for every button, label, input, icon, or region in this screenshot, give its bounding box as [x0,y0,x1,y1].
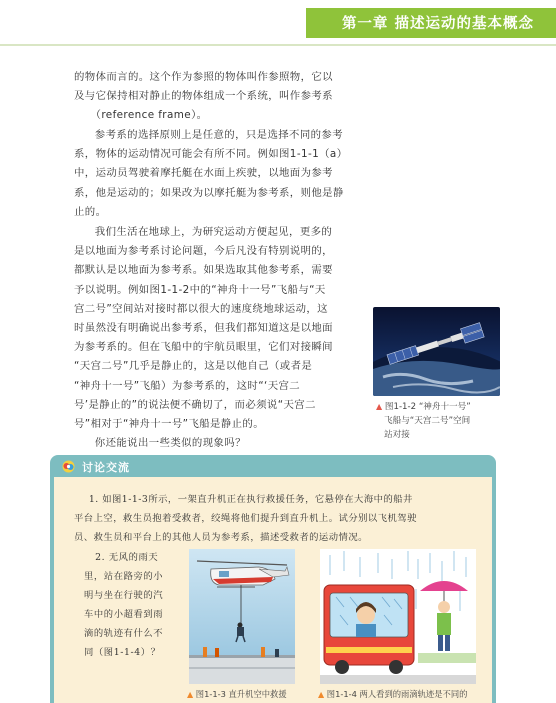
text-line: 我们生活在地球上，为研究运动方便起见，更多的 [94,226,333,238]
text-line: 时虽然没有明确说出参考系，但我们都知道这是以地面 [74,322,333,335]
text-line: 都默认是以地面为参考系。如果选取其他参考系，需要 [74,264,333,277]
header-divider [0,44,556,46]
text-line: 滴的轨迹有什么不 [84,628,164,639]
discussion-question-1 [74,490,474,547]
text-line: 系，他是运动的；如果改为以摩托艇为参考系，则他是静 [74,186,344,199]
body-paragraph-1 [74,68,372,126]
caption-text: 飞船与“天宫二号”空间 [384,416,471,426]
caption-triangle-icon: ▲ [318,690,325,699]
text-line: 里，站在路旁的小 [84,571,164,582]
discussion-icon [62,460,75,473]
caption-text: 图1-1-4 两人看到的雨滴轨迹是不同的 [326,689,468,699]
text-line: 止的。 [74,205,107,218]
page-header [0,0,556,46]
text-line: 是以地面为参考系讨论问题，今后凡没有特别说明的， [74,245,333,258]
text-line: 员、救生员和平台上的其他人员为参考系，描述受救者的运动情况。 [74,532,368,543]
text-line: 你还能说出一些类似的现象吗？ [94,437,246,450]
caption-text: 图1-1-2 “神舟十一号” [384,402,471,412]
text-line: 中，运动员驾驶着摩托艇在水面上疾驶，以地面为参考 [74,167,333,180]
helicopter-rescue-image [189,549,295,684]
text-line: 宫二号”空间站对接时都以很大的速度绕地球运动，这 [74,302,328,315]
text-line: 平台上空，救生员抱着受救者，绞绳将他们提升到直升机上。试分别以飞机驾驶 [74,513,417,524]
text-line: 号’是静止的”的说法便不确切了，而必须说“天宫二 [74,398,316,411]
text-line: 1. 如图1-1-3所示，一架直升机正在执行救援任务，它悬停在大海中的船井 [88,494,413,505]
discussion-title: 讨论交流 [82,461,130,474]
caption-triangle-icon: ▲ [187,690,194,699]
text-line: 号”相对于“神舟十一号”飞船是静止的。 [74,418,264,431]
text-line: “神舟十一号”飞船）为参考系的，这时“‘天宫二 [74,379,301,392]
text-line: 同（图1-1-4）？ [84,647,161,658]
body-paragraph-2 [74,126,372,222]
text-line: 的物体而言的。这个作为参照的物体叫作参照物，它以 [74,71,333,83]
text-line: 参考系的选择原则上是任意的，只是选择不同的参考 [94,129,343,141]
caption-text: 图1-1-3 直升机空中救援 [195,689,287,699]
caption-text: 站对接 [384,430,410,440]
text-line: 系，物体的运动情况可能会有所不同。例如图1-1-1（a） [74,148,348,161]
text-line: 予以说明。例如图1-1-2中的“神舟十一号”飞船与“天 [74,283,326,296]
text-line: 明与坐在行驶的汽 [84,590,164,601]
text-line: 2. 无风的雨天 [95,552,159,563]
text-line: 及与它保持相对静止的物体组成一个系统，叫作参考系 [74,90,333,103]
rain-bus-illustration [320,549,476,684]
figure-caption-1-1-3 [187,688,287,700]
body-paragraph-3 [74,223,372,453]
text-line: 车中的小超看到雨 [84,609,164,620]
docking-image [373,307,500,396]
text-line: 为参考系的。但在飞船中的宇航员眼里，它们对接瞬间 [74,341,333,354]
chapter-title: 第一章 描述运动的基本概念 [341,16,534,32]
discussion-question-2 [84,548,180,662]
figure-caption-1-1-2 [376,400,504,442]
text-line: “天宫二号”几乎是静止的，这是以他自己（或者是 [74,360,313,373]
text-line: （reference frame）。 [90,109,208,122]
figure-caption-1-1-4 [318,688,467,700]
caption-triangle-icon: ▲ [376,402,383,411]
